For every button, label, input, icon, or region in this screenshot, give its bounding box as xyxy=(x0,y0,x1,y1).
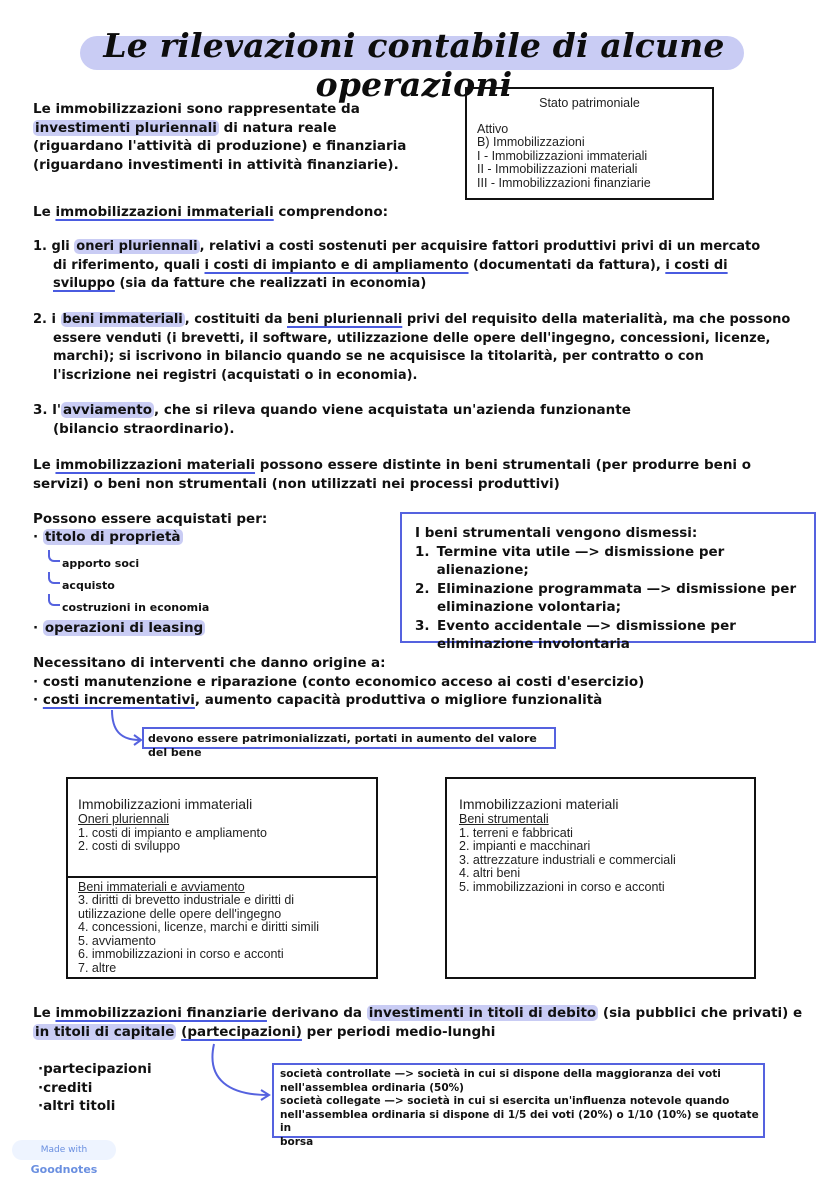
acquisto-bullet-1: · titolo di proprietà xyxy=(33,529,181,545)
interventi-bullet: , aumento capacità produttiva o migliore funzionalità xyxy=(194,692,603,708)
fin-highlight: in titoli di capitale xyxy=(35,1023,175,1040)
acquisto-heading: Possono essere acquistati per: xyxy=(33,511,268,527)
fin-note-line: società collegate —> società in cui si esercita un'influenza notevole quando xyxy=(280,1095,730,1107)
acquisto-bullet-2: · operazioni di leasing xyxy=(33,620,204,636)
item-highlight: beni immateriali xyxy=(62,312,183,327)
stato-line: II - Immobilizzazioni materiali xyxy=(477,162,638,176)
box-materiali xyxy=(445,777,756,979)
dismessi-heading: I beni strumentali vengono dismessi: xyxy=(415,525,698,541)
intro-text-2: di natura reale xyxy=(223,119,337,136)
box-item: 3. diritti di brevetto industriale e diritti di xyxy=(78,893,295,907)
item-text: , che si rileva quando viene acquistata un'azienda funzionante xyxy=(154,402,631,418)
item-3 xyxy=(33,401,803,438)
item-num: 3. l' xyxy=(33,402,61,418)
para-text: possono essere distinte in beni strumentali (per produrre beni o xyxy=(259,457,752,473)
item-line: essere venduti (i brevetti, il software, utilizzazione delle opere dell'ingegno, concessioni, licenze, xyxy=(53,330,771,346)
page-title: Le rilevazioni contabile di alcune operazioni xyxy=(103,26,725,104)
item-text: (sia da fatture che realizzati in economia) xyxy=(119,276,427,291)
fin-note-line: società controllate —> società in cui si dispone della maggioranza dei voti xyxy=(280,1068,721,1080)
item-num: 2. i xyxy=(33,312,56,327)
box-divider xyxy=(68,876,378,878)
item-num: 1. gli xyxy=(33,239,70,254)
dismessi-box xyxy=(400,512,816,652)
box-item: 5. avviamento xyxy=(78,933,156,948)
item-highlight: oneri pluriennali xyxy=(76,239,198,254)
fin-text: per periodi medio-lunghi xyxy=(306,1023,496,1040)
item-text: di riferimento, quali xyxy=(53,257,200,273)
badge-prefix: Made with xyxy=(40,1145,88,1155)
fin-highlight: investimenti in titoli di debito xyxy=(368,1005,597,1021)
stato-line: B) Immobilizzazioni xyxy=(477,135,585,149)
stato-patrimoniale-box xyxy=(465,87,714,200)
dismessi-num: 1. xyxy=(415,543,430,560)
intro-text: Le immobilizzazioni sono rappresentate da xyxy=(33,101,360,117)
box-item: utilizzazione delle opere dell'ingegno xyxy=(78,906,282,921)
acquisto-sub-item: costruzioni in economia xyxy=(62,601,210,614)
heading-text-2: comprendono: xyxy=(278,204,389,220)
item-line: l'iscrizione nei registri (acquistati o in economia). xyxy=(53,367,418,383)
finanziarie-paragraph xyxy=(33,1004,813,1041)
acquisto-sub-item: apporto soci xyxy=(62,557,140,570)
fin-text: (sia pubblici che privati) e xyxy=(602,1005,803,1021)
interventi-section: Necessitano di interventi che danno origine a: · costi manutenzione e riparazione (conto economico acceso ai costi d'esercizio) · costi incrementativi, aumento capacità produttiva o migliore funzionalità xyxy=(33,654,803,710)
item-underline: beni pluriennali xyxy=(287,312,403,327)
item-1 xyxy=(33,238,803,294)
item-line: (bilancio straordinario). xyxy=(53,420,235,437)
box-subtitle: Oneri pluriennali xyxy=(78,812,170,826)
bullet-highlight: operazioni di leasing xyxy=(44,620,204,636)
fin-note-line: borsa xyxy=(280,1135,314,1148)
item-line: marchi); si iscrivono in bilancio quando se ne acquisisce la titolarità, per contratto o con xyxy=(53,349,704,364)
materiali-paragraph xyxy=(33,456,803,493)
box-title: Immobilizzazioni materiali xyxy=(459,796,619,812)
box-subtitle: Beni immateriali e avviamento xyxy=(78,879,245,894)
item-underline: i costi di xyxy=(665,257,728,273)
box-item: 5. immobilizzazioni in corso e acconti xyxy=(459,879,665,894)
box-item: 4. altri beni xyxy=(459,866,521,880)
stato-line: I - Immobilizzazioni immateriali xyxy=(477,148,648,163)
interventi-underline: costi incrementativi xyxy=(42,692,195,708)
fin-note-line: nell'assemblea ordinaria si dispone di 1/5 dei voti (20%) o 1/10 (10%) se quotate in xyxy=(280,1108,759,1134)
intro-paragraph xyxy=(33,100,453,174)
item-text: (documentati da fattura), xyxy=(473,257,661,273)
item-underline: sviluppo xyxy=(53,276,115,291)
dismessi-num: 3. xyxy=(415,617,430,634)
intro-line-3: (riguardano l'attività di produzione) e finanziaria xyxy=(33,138,407,154)
intro-highlight: investimenti pluriennali xyxy=(35,119,217,136)
box-subtitle: Beni strumentali xyxy=(459,812,549,826)
dismessi-item-cont: eliminazione involontaria xyxy=(437,636,630,652)
immateriali-heading xyxy=(33,203,388,222)
interventi-note: devono essere patrimonializzati, portati in aumento del valore del bene xyxy=(148,732,537,759)
interventi-note-box xyxy=(142,727,556,759)
interventi-heading: Necessitano di interventi che danno origine a: xyxy=(33,655,386,671)
para-line: servizi) o beni non strumentali (non utilizzati nei processi produttivi) xyxy=(33,475,560,492)
fin-underline: (partecipazioni) xyxy=(181,1023,302,1040)
box-item: 1. costi di impianto e ampliamento xyxy=(78,825,267,840)
curved-arrow-icon xyxy=(200,1040,275,1105)
item-underline: i costi di impianto e di ampliamento xyxy=(204,257,469,273)
para-text: Le xyxy=(33,457,51,473)
box-item: 1. terreni e fabbricati xyxy=(459,825,573,840)
heading-underline: immobilizzazioni immateriali xyxy=(55,204,274,220)
dismessi-item: Eliminazione programmata —> dismissione per xyxy=(437,580,797,597)
item-text: , relativi a costi sostenuti per acquisire fattori produttivi privi di un mercato xyxy=(199,239,761,254)
hook-arrow-icon xyxy=(48,594,60,606)
para-underline: immobilizzazioni materiali xyxy=(55,457,256,473)
stato-line: Attivo xyxy=(477,121,509,136)
fin-bullet: ·altri titoli xyxy=(38,1098,116,1114)
fin-text: Le xyxy=(33,1005,51,1021)
interventi-bullet: costi manutenzione e riparazione (conto economico acceso ai costi d'esercizio) xyxy=(42,673,645,690)
stato-title: Stato patrimoniale xyxy=(539,96,640,110)
box-item: 7. altre xyxy=(78,960,117,975)
fin-bullet: ·crediti xyxy=(38,1079,93,1096)
badge-brand: Goodnotes xyxy=(30,1163,98,1176)
box-item: 3. attrezzature industriali e commerciali xyxy=(459,852,676,867)
bullet-highlight: titolo di proprietà xyxy=(44,529,181,545)
box-item: 6. immobilizzazioni in corso e acconti xyxy=(78,947,284,961)
box-title: Immobilizzazioni immateriali xyxy=(78,796,253,812)
dismessi-item-cont: eliminazione volontaria; xyxy=(437,599,621,615)
box-item: 4. concessioni, licenze, marchi e diritti simili xyxy=(78,920,320,934)
fin-underline: immobilizzazioni finanziarie xyxy=(55,1005,267,1021)
fin-text: derivano da xyxy=(271,1005,363,1021)
box-item: 2. impianti e macchinari xyxy=(459,839,591,853)
dismessi-num: 2. xyxy=(415,580,430,597)
stato-line: III - Immobilizzazioni finanziarie xyxy=(477,175,651,190)
heading-text: Le xyxy=(33,204,51,220)
acquisto-sub-item: acquisto xyxy=(62,579,115,592)
dismessi-item: Termine vita utile —> dismissione per alienazione; xyxy=(436,543,725,578)
dismessi-item: Evento accidentale —> dismissione per xyxy=(437,617,736,634)
box-immateriali xyxy=(66,777,378,979)
hook-arrow-icon xyxy=(48,572,60,584)
hook-arrow-icon xyxy=(48,550,60,562)
finanziarie-bullets xyxy=(38,1060,152,1116)
fin-bullet: ·partecipazioni xyxy=(38,1061,152,1077)
item-highlight: avviamento xyxy=(62,402,152,418)
intro-line-4: (riguardano investimenti in attività finanziarie). xyxy=(33,156,399,173)
item-text: , costituiti da xyxy=(184,312,283,327)
item-text: privi del requisito della materialità, ma che possono xyxy=(406,312,791,327)
finanziarie-note-box xyxy=(272,1063,765,1148)
box-item: 2. costi di sviluppo xyxy=(78,839,181,853)
fin-note-line: nell'assemblea ordinaria (50%) xyxy=(280,1081,464,1094)
goodnotes-badge[interactable] xyxy=(12,1140,116,1176)
item-2 xyxy=(33,311,803,385)
